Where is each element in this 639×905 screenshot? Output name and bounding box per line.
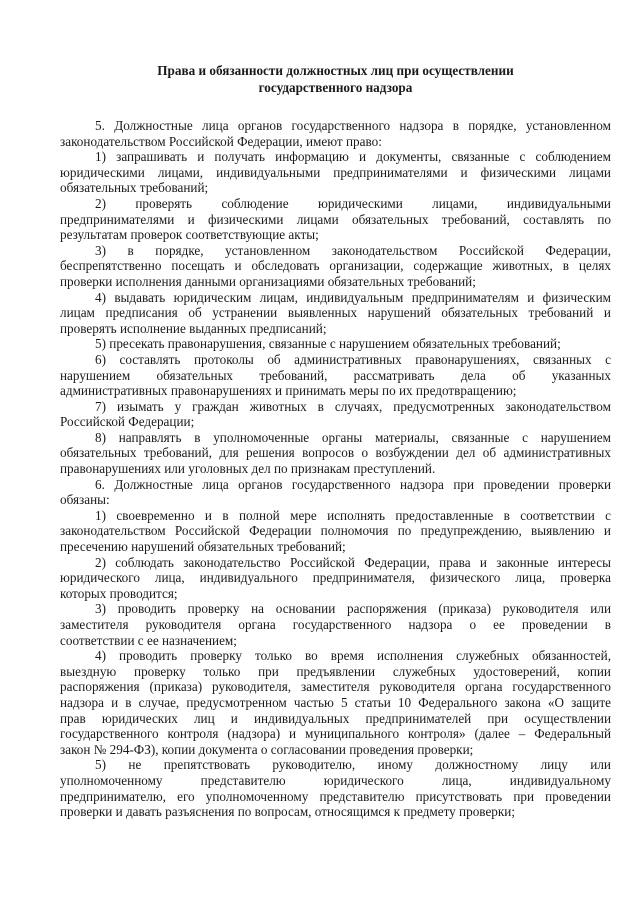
text-line: предпринимателями и физическими лицами обязательных требований, составлять по [60,211,611,227]
text-line: выездную проверку только при предъявлении служебных удостоверений, копии [60,663,611,679]
text-line: предпринимателю, его уполномоченному представителю присутствовать при проведении [60,788,611,804]
text-line: административных правонарушениях и принимать меры по их предотвращению; [60,383,517,399]
text-line: 5) пресекать правонарушения, связанные с нарушением обязательных требований; [95,336,561,352]
paragraph [60,290,611,337]
text-line: проверки и давать разъяснения по вопросам, относящимся к предмету проверки; [60,804,516,820]
text-line: закон № 294-ФЗ), копии документа о согласовании проведения проверки; [60,741,474,757]
paragraph [60,477,611,508]
text-line: беспрепятственно посещать и обследовать организации, содержащие животных, в целях [60,258,611,274]
paragraph [60,648,611,757]
text-line: уполномоченному представителю юридического лица, индивидуальному [60,772,611,788]
text-line: соответствии с ее назначением; [60,632,237,648]
text-line: обязательных требований, для решения вопросов о возбуждении дел об административных [60,445,611,461]
paragraph [60,336,611,352]
text-line: законодательством Российской Федерации, имеют право: [60,133,382,149]
document-title [60,62,611,96]
text-line: юридическими лицами, индивидуальными предпринимателями и физическими лицами [60,164,611,180]
text-line: 6) составлять протоколы об административных правонарушениях, связанных с [95,351,611,367]
text-line: которых проводится; [60,585,178,601]
paragraph [60,601,611,648]
text-line: 1) запрашивать и получать информацию и документы, связанные с соблюдением [95,149,611,165]
text-line: 1) своевременно и в полной мере исполнять предоставленные в соответствии с [95,507,611,523]
paragraph [60,757,611,819]
text-line: 3) проводить проверку на основании распоряжения (приказа) руководителя или [95,601,611,617]
text-line: результатам проверок соответствующие акты; [60,227,319,243]
text-line: правонарушениях или уголовных дел по признакам преступлений. [60,461,436,477]
text-line: 5. Должностные лица органов государственного надзора в порядке, установленном [95,118,611,133]
paragraph [60,508,611,555]
paragraph [60,118,611,149]
text-line: лицам предписания об устранении выявленных нарушений обязательных требований и [60,305,611,321]
text-line: проверки исполнения данными организациями обязательных требований; [60,273,476,289]
text-line: 8) направлять в уполномоченные органы материалы, связанные с нарушением [95,429,611,445]
paragraph [60,352,611,399]
text-line: государственного контроля (надзора) и муниципального контроля» (далее – Федеральный [60,726,611,742]
text-line: 5) не препятствовать руководителю, иному должностному лицу или [95,757,611,773]
text-line: Российской Федерации; [60,414,195,430]
paragraph [60,196,611,243]
text-line: 2) соблюдать законодательство Российской Федерации, права и законные интересы [95,554,611,570]
text-line: 3) в порядке, установленном законодательством Российской Федерации, [95,242,611,258]
text-line: 4) выдавать юридическим лицам, индивидуальным предпринимателям и физическим [95,289,611,305]
paragraph [60,430,611,477]
paragraph [60,399,611,430]
document-body [60,118,611,820]
text-line: 6. Должностные лица органов государственного надзора при проведении проверки [95,476,611,492]
text-line: обязаны: [60,492,110,508]
text-line: пресечению нарушений обязательных требований; [60,539,346,555]
text-line: юридического лица, индивидуального предпринимателя, физического лица, проверка [60,570,611,586]
text-line: обязательных требований; [60,180,209,196]
text-line: надзора и в случае, предусмотренном частью 5 статьи 10 Федерального закона «О защите [60,694,611,710]
text-line: распоряжения (приказа) руководителя, заместителя руководителя органа государственного [60,679,611,695]
text-line: законодательством Российской Федерации полномочия по предупреждению, выявлению и [60,523,611,539]
text-line: прав юридических лиц и индивидуальных предпринимателей при осуществлении [60,710,611,726]
paragraph [60,243,611,290]
text-line: нарушением обязательных требований, рассматривать дела об указанных [60,367,611,383]
title-line: Права и обязанности должностных лиц при осуществлении [157,63,514,78]
text-line: 4) проводить проверку только во время исполнения служебных обязанностей, [95,648,611,664]
paragraph [60,149,611,196]
text-line: проверять исполнение выданных предписаний; [60,320,327,336]
title-line: государственного надзора [258,80,413,95]
text-line: заместителя руководителя органа государственного надзора о ее проведении в [60,617,611,632]
text-line: 2) проверять соблюдение юридическими лицами, индивидуальными [95,195,611,211]
text-line: 7) изымать у граждан животных в случаях, предусмотренных законодательством [95,398,611,414]
paragraph [60,555,611,602]
